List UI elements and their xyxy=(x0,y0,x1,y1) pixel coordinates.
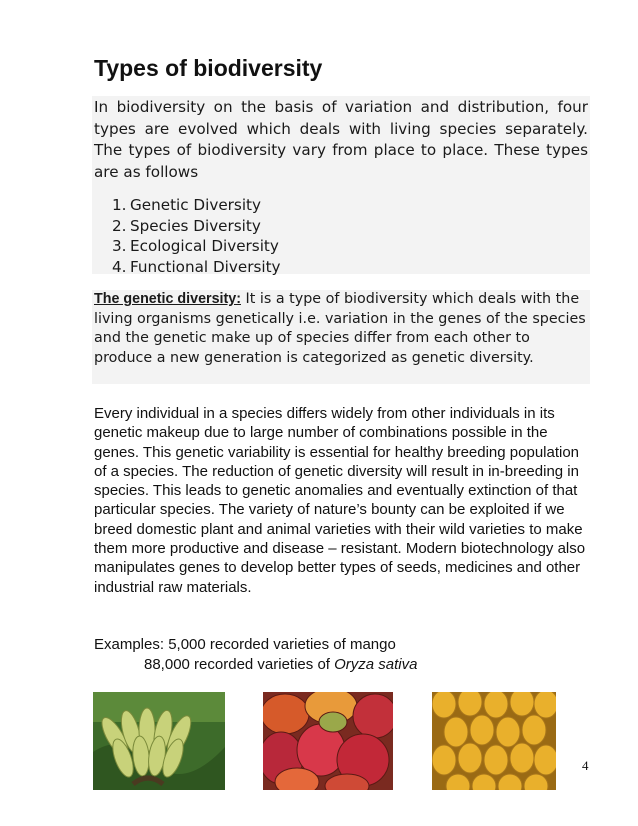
page-title: Types of biodiversity xyxy=(94,55,323,81)
page-number: 4 xyxy=(582,758,589,773)
yellow-mango-photo xyxy=(432,692,556,790)
list-item: 1. Genetic Diversity xyxy=(112,196,261,214)
list-item: 2. Species Diversity xyxy=(112,216,261,235)
banana-photo xyxy=(93,692,225,790)
genetic-diversity-heading: The genetic diversity: xyxy=(94,291,241,307)
list-item: 3. Ecological Diversity xyxy=(112,237,279,256)
red-mango-photo xyxy=(263,692,393,790)
genetic-variability-paragraph: Every individual in a species differs widely from other individuals in its genetic makeup due to large number of combinations possible in the genes. This genetic variability is essential for healthy breeding population of a species. The reduction of genetic diversity will result in in-breeding in species. This leads to genetic anomalies and eventually extinction of that particular species. The variety of nature’s bounty can be exploited if we breed domestic plant and animal varieties with their wild varieties to make them more productive and disease – resistant. Modern biotechnology also manipulates genes to develop better types of seeds, medicines and other industrial raw materials. xyxy=(94,405,586,596)
examples xyxy=(94,635,417,674)
intro-paragraph: In biodiversity on the basis of variation and distribution, four types are evolved which deals with living species separately. The types of biodiversity vary from place to place. These types are as follows xyxy=(94,98,588,181)
genetic-diversity-text: It is a type of biodiversity which deals with the living organisms genetically i.e. variation in the genes of the species and the genetic make up of species differ from each other to produce a new generation is categorized as genetic diversity. xyxy=(94,291,586,366)
examples-rice: 88,000 recorded varieties of Oryza sativa xyxy=(144,655,418,673)
examples-mango: Examples: 5,000 recorded varieties of mango xyxy=(94,636,396,653)
list-item: 4. Functional Diversity xyxy=(112,257,281,276)
genetic-diversity-paragraph xyxy=(94,290,588,368)
biodiversity-types-list xyxy=(112,195,281,277)
